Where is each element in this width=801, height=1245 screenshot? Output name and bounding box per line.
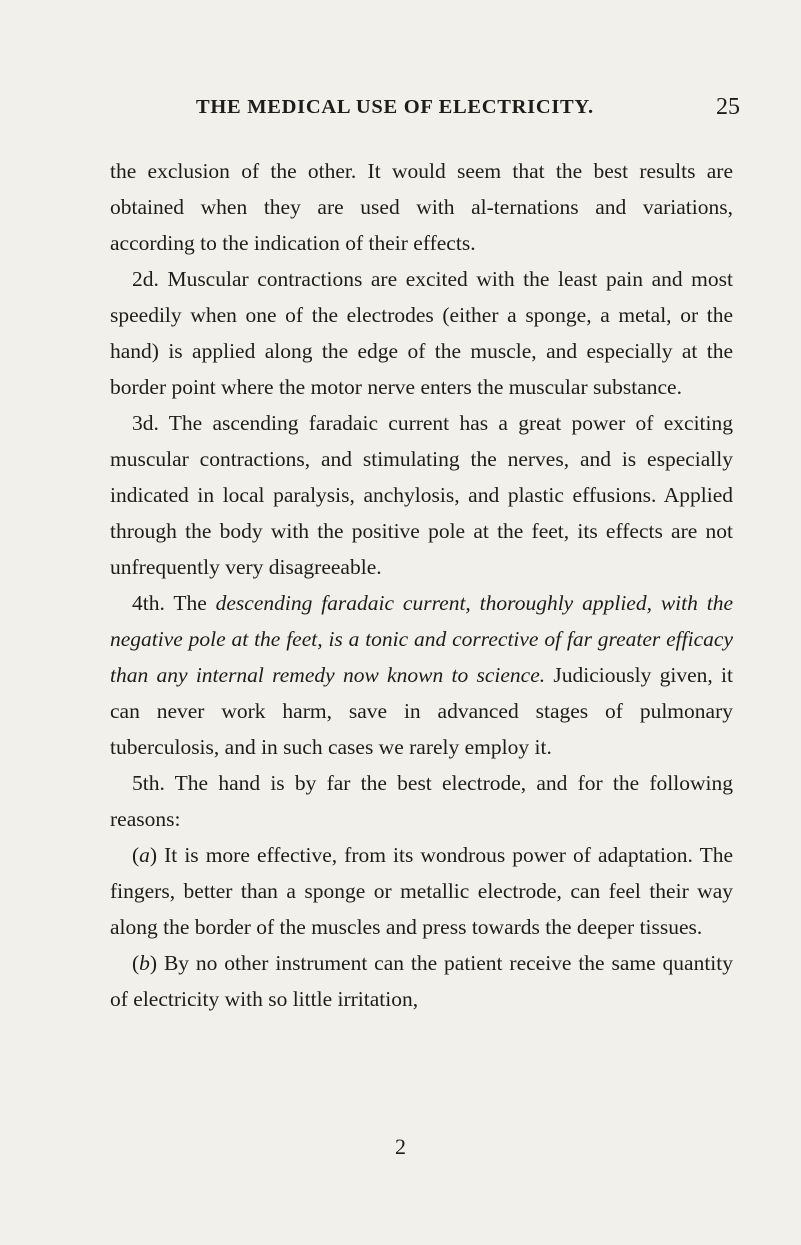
paragraph-2d: 2d. Muscular contractions are excited with the least pain and most speedily when one of the electrodes (either a sponge, a metal, or the hand) is applied along the edge of the muscle, and especially at the border point where the motor nerve enters the muscular substance.	[110, 267, 733, 399]
paragraph-4th-suffix: Judiciously given, it can never work harm, save in advanced stages of pulmonary tuberculosis, and in such cases we rarely employ it.	[110, 663, 733, 759]
paragraph-a-open: (	[132, 843, 140, 867]
page-number: 25	[716, 94, 740, 120]
page-header	[0, 96, 801, 126]
paragraph-b-text: ) By no other instrument can the patient receive the same quantity of electricity with so little irritation,	[110, 951, 733, 1011]
paragraph-5th: 5th. The hand is by far the best electrode, and for the following reasons:	[110, 771, 733, 831]
paragraph-4th-italic: descending faradaic current, thoroughly applied, with the negative pole at the feet, is a tonic and corrective of far greater efficacy than any internal remedy now known to science.	[110, 591, 733, 687]
paragraph-4th-prefix: 4th. The	[132, 591, 216, 615]
paragraph-continuation: the exclusion of the other. It would seem that the best results are obtained when they are used with al-ternations and variations, according to the indication of their effects.	[110, 159, 733, 255]
running-title: THE MEDICAL USE OF ELECTRICITY.	[196, 96, 594, 118]
paragraph-3d: 3d. The ascending faradaic current has a great power of exciting muscular contractions, and stimulating the nerves, and is especially indicated in local paralysis, anchylosis, and plastic effusions. Applied through the body with the positive pole at the feet, its effects are not unfrequently very disagreeable.	[110, 411, 733, 579]
paragraph-a-letter: a	[139, 843, 150, 867]
paragraph-b	[110, 945, 733, 1017]
paragraph-b-open: (	[132, 951, 140, 975]
paragraph-a-text: ) It is more effective, from its wondrous power of adaptation. The fingers, better than a sponge or metallic electrode, can feel their way along the border of the muscles and press towards the deeper tissues.	[110, 843, 733, 939]
paragraph-a	[110, 837, 733, 945]
paragraph-4th	[110, 585, 733, 765]
paragraph-b-letter: b	[139, 951, 150, 975]
body-text	[110, 153, 733, 1017]
signature-mark: 2	[395, 1134, 406, 1159]
